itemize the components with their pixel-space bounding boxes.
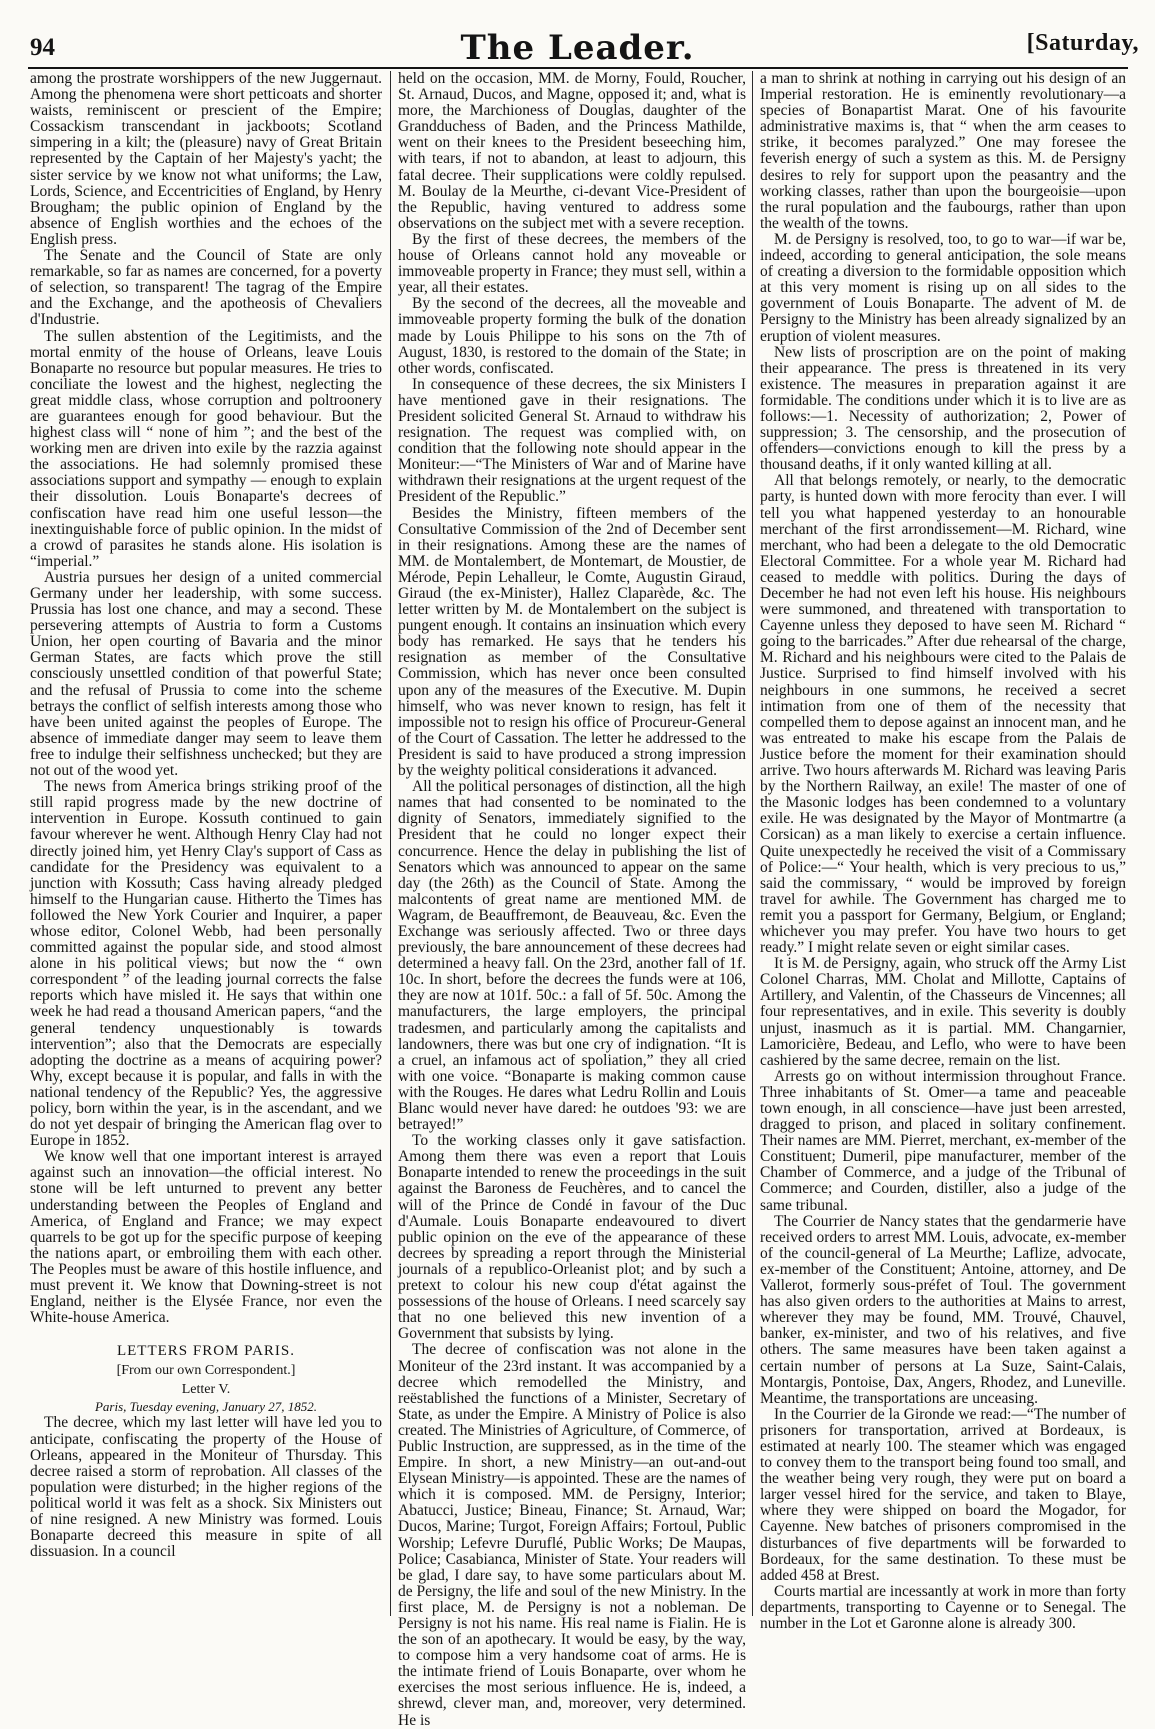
paragraph: In consequence of these decrees, the six Ministers I have mentioned gave in their resignations. The President solicited General St. Arnaud to withdraw his resignation. The request was complied with, on condition that the following note should appear in the Moniteur:—“The Ministers of War and of Marine have withdrawn their resignations at the urgent request of the President of the Republic.” — [398, 375, 746, 506]
paragraph: By the first of these decrees, the members of the house of Orleans cannot hold any moveable or immoveable property in France; they must sell, within a year, all their estates. — [398, 230, 746, 297]
page-number: 94 — [30, 34, 55, 61]
paragraph: By the second of the decrees, all the moveable and immoveable property forming the bulk of the donation made by Louis Philippe to his sons on the 7th of August, 1830, is restored to the domain of the State; in other words, confiscated. — [398, 295, 746, 377]
paragraph: The sullen abstention of the Legitimists, and the mortal enmity of the house of Orleans, leave Louis Bonaparte no resource but popular measures. He tries to conciliate the lowest and the highest, neglecting the great middle class, whose corruption and poltroonery are guarantees enough for good behaviour. But the highest class will “ none of him ”; and the best of the working men are driven into exile by the razzia against the associations. He had solemnly promised these associations support and sympathy — enough to explain their dissolution. Louis Bonaparte's decrees of confiscation have read him one useful lesson—the inextinguishable force of public opinion. In the midst of a crowd of parasites he stands alone. His isolation is “imperial.” — [30, 327, 382, 570]
column-middle — [398, 70, 746, 1729]
paragraph: In the Courrier de la Gironde we read:—“The number of prisoners for transportation, arrived at Bordeaux, is estimated at nearly 100. The steamer which was engaged to convey them to the transport being found too small, and the weather being very rough, they were put on board a larger vessel hired for the service, and taken to Blaye, where they were shipped on board the Mogador, for Cayenne. New batches of prisoners compromised in the disturbances of five departments will be forwarded to Bordeaux, for the same destination. To these must be added 458 at Brest. — [760, 1405, 1126, 1584]
paragraph: We know well that one important interest is arrayed against such an innovation—the official interest. No stone will be left unturned to prevent any better understanding between the Peoples of England and America, of England and France; we may expect quarrels to be got up for the specific purpose of keeping the nations apart, or embroiling them with each other. The Peoples must be aware of this hostile influence, and must prevent it. We know that Downing-street is not England, neither is the Elysée France, nor even the White-house America. — [30, 1148, 382, 1327]
letters-title: LETTERS FROM PARIS. — [116, 1343, 296, 1360]
paragraph: All that belongs remotely, or nearly, to the democratic party, is hunted down with more ferocity than ever. I will tell you what happened yesterday to an honourable merchant of the first arrondissement—M. Richard, wine merchant, who had been a delegate to the old Democratic Electoral Committee. For a whole year M. Richard had ceased to meddle with politics. During the days of December he had not even left his house. His neighbours were summoned, and threatened with transportation to Cayenne unless they deposed to have seen M. Richard “ going to the barricades.” After due rehearsal of the charge, M. Richard and his neighbours were cited to the Palais de Justice. Surprised to find himself involved with his neighbours in one summons, he received a secret intimation from one of them of the necessity that compelled them to depose against an innocent man, and he was entreated to make his escape from the Palais de Justice before the moment for their examination should arrive. Two hours afterwards M. Richard was leaving Paris by the Northern Railway, an exile! The master of one of the Masonic lodges has been condemned to a voluntary exile. He was designated by the Mayor of Montmartre (a Corsican) as a man likely to exercise a certain influence. Quite unexpectedly he received the visit of a Commissary of Police:—“ Your health, which is very precious to us,” said the commissary, “ would be improved by foreign travel for awhile. The Government has charged me to remit you a passport for Germany, Belgium, or England; whichever you may prefer. You have two hours to get ready.” I might relate seven or eight similar cases. — [760, 472, 1126, 957]
paragraph: a man to shrink at nothing in carrying out his design of an Imperial restoration. He is eminently revolutionary—a species of Bonapartist Marat. One of his favourite administrative maxims is, that “ when the arm ceases to strike, it becomes paralyzed.” One may foresee the feverish energy of such a system as this. M. de Persigny desires to rely for support upon the peasantry and the working classes, rather than upon the bourgeoisie—upon the rural population and the faubourgs, rather than upon the wealth of the towns. — [760, 70, 1126, 232]
paragraph: The Senate and the Council of State are only remarkable, so far as names are concerned, for a poverty of selection, so transparent! The tagrag of the Empire and the Exchange, and the apotheosis of Chevaliers d'Industrie. — [30, 247, 382, 329]
paragraph: The Courrier de Nancy states that the gendarmerie have received orders to arrest MM. Louis, advocate, ex-member of the council-general of La Meurthe; Laflize, advocate, ex-member of the Constituent; Antoine, attorney, and De Vallerot, formerly sous-préfet of Toul. The government has also given orders to the authorities at Mains to arrest, wherever they may be found, MM. Trouvé, Chauvel, banker, ex-minister, and two of his relatives, and five others. The same measures have been taken against a certain number of persons at La Suze, Saint-Calais, Montargis, Pontoise, Dax, Angers, Rhodez, and Luneville. Meantime, the transportations are unceasing. — [760, 1212, 1126, 1407]
header-rule — [28, 67, 1128, 69]
paragraph: It is M. de Persigny, again, who struck off the Army List Colonel Charras, MM. Cholat and Millotte, Captains of Artillery, and Valentin, of the Chasseurs de Vincennes; all four representatives, and in exile. This severity is doubly unjust, inasmuch as it is partial. MM. Changarnier, Lamoricière, Bedeau, and Leflo, who were to have been cashiered by the same decree, remain on the list. — [760, 955, 1126, 1069]
column-left — [30, 71, 382, 1611]
paragraph: All the political personages of distinction, all the high names that had consented to be nominated to the dignity of Senators, immediately signified to the President that he could no longer expect their concurrence. Hence the delay in publishing the list of Senators which was announced to appear on the same day (the 26th) as the Council of State. Among the malcontents of great name are mentioned MM. de Wagram, de Beauffremont, de Beauveau, &c. Even the Exchange was seriously affected. Two or three days previously, the bare announcement of these decrees had determined a heavy fall. On the 23rd, another fall of 1f. 10c. In short, before the decrees the funds were at 106, they are now at 101f. 50c.: a fall of 5f. 50c. Among the manufacturers, the large employers, the principal tradesmen, and particularly among the capitalists and landowners, there was but one cry of indignation. “It is a cruel, an infamous act of spoliation,” they all cried with one voice. “Bonaparte is making common cause with the Rouges. He dares what Ledru Rollin and Louis Blanc would never have dared: he outdoes '93: we are betrayed!” — [398, 778, 746, 1134]
paragraph: M. de Persigny is resolved, too, to go to war—if war be, indeed, according to general anticipation, the sole means of creating a diversion to the formidable opposition which at this very moment is rising up on all sides to the government of Louis Bonaparte. The advent of M. de Persigny to the Ministry has been already signalized by an eruption of violent measures. — [760, 230, 1126, 345]
paragraph: The decree of confiscation was not alone in the Moniteur of the 23rd instant. It was accompanied by a decree which remodelled the Ministry, and reëstablished the functions of a Minister, Secretary of State, as under the Empire. A Ministry of Police is also created. The Ministries of Agriculture, of Commerce, of Public Instruction, are suppressed, as in the time of the Empire. In short, a new Ministry—an out-and-out Elysean Ministry—is appointed. These are the names of which it is composed. MM. de Persigny, Interior; Abatucci, Justice; Bineau, Finance; St. Arnaud, War; Ducos, Marine; Turgot, Foreign Affairs; Fortoul, Public Worship; Lefevre Duruflé, Public Works; De Maupas, Police; Casabianca, Minister of State. Your readers will be glad, I dare say, to have some particulars about M. de Persigny, the life and soul of the new Ministry. In the first place, M. de Persigny is not a nobleman. De Persigny is not his name. His real name is Fialin. He is the son of an apothecary. It would be easy, by the way, to compose him a very handsome coat of arms. He is the intimate friend of Louis Bonaparte, over whom he exercises the most serious influence. He is, indeed, a shrewd, clever man, and, moreover, very determined. He is — [398, 1341, 746, 1729]
letters-subtitle: [From our own Correspondent.] — [116, 1363, 296, 1379]
column-right — [760, 70, 1126, 1632]
paragraph: New lists of proscription are on the point of making their appearance. The press is threatened in its very existence. The measures in preparation against it are formidable. The conditions under which it is to live are as follows:—1. Necessity of authorization; 2, Power of suppression; 3. The censorship, and the prosecution of offenders—convictions enough to kill the press by a thousand deaths, if it only wanted killing at all. — [760, 343, 1126, 474]
column-divider — [752, 71, 753, 1616]
page-header — [0, 0, 1155, 70]
letter-dateline: Paris, Tuesday evening, January 27, 1852. — [94, 1399, 318, 1415]
paragraph: held on the occasion, MM. de Morny, Fould, Roucher, St. Arnaud, Ducos, and Magne, opposed it; and, what is more, the Marchioness of Douglas, daughter of the Grandduchess of Baden, and the Princess Mathilde, went on their knees to the President beseeching him, with tears, if not to abandon, at least to adjourn, this fatal decree. Their supplications were coldly repulsed. M. Boulay de la Meurthe, ci-devant Vice-President of the Republic, having ventured to address some observations on the subject met with a severe reception. — [398, 70, 746, 232]
paragraph: The decree, which my last letter will have led you to anticipate, confiscating the property of the House of Orleans, appeared in the Moniteur of Thursday. This decree raised a storm of reprobation. All classes of the population were disturbed; in the higher regions of the political world it was felt as a shock. Six Ministers out of nine resigned. A new Ministry was formed. Louis Bonaparte decreed this measure in spite of all dissuasion. In a council — [30, 1414, 382, 1561]
paragraph: Arrests go on without intermission throughout France. Three inhabitants of St. Omer—a tame and peaceable town enough, in all conscience—have just been arrested, dragged to prison, and placed in solitary confinement. Their names are MM. Pierret, merchant, ex-member of the Constituent; Dumeril, pipe manufacturer, member of the Chamber of Commerce, and a judge of the Tribunal of Commerce; and Courden, distiller, also a judge of the same tribunal. — [760, 1067, 1126, 1214]
paragraph: To the working classes only it gave satisfaction. Among them there was even a report that Louis Bonaparte intended to renew the proceedings in the suit against the Baroness de Feuchères, and to cancel the will of the Prince de Condé in favour of the Duc d'Aumale. Louis Bonaparte endeavoured to divert public opinion on the eve of the appearance of these decrees by spreading a report through the Ministerial journals of a republico-Orleanist plot; and by such a pretext to colour his new coup d'état against the possessions of the house of Orleans. I need scarcely say that no one believed this new invention of a Government that subsists by lying. — [398, 1132, 746, 1343]
paragraph: Besides the Ministry, fifteen members of the Consultative Commission of the 2nd of December sent in their resignations. Among these are the names of MM. de Montalembert, de Montemart, de Moustier, de Mérode, Pepin Lehalleur, le Comte, Augustin Giraud, Giraud (the ex-Minister), Hallez Claparède, &c. The letter written by M. de Montalembert on the subject is pungent enough. It contains an insinuation which every body has remarked. He says that he tenders his resignation as member of the Consultative Commission, which has never once been consulted upon any of the measures of the Executive. M. Dupin himself, who was never known to resign, has felt it impossible not to resign his office of Procureur-General of the Court of Cassation. The letter he addressed to the President is said to have produced a strong impression by the weighty political considerations it advanced. — [398, 504, 746, 780]
paragraph: Austria pursues her design of a united commercial Germany under her leadership, with some success. Prussia has lost one chance, and may a second. These persevering attempts of Austria to form a Customs Union, her open courting of Bavaria and the minor German States, are facts which prove the still consciously unsettled condition of that powerful State; and the refusal of Prussia to come into the scheme betrays the conflict of selfish interests among those who have been united against the peoples of Europe. The absence of immediate danger may seem to leave them free to indulge their selfishness unchecked; but they are not out of the wood yet. — [30, 568, 382, 780]
paragraph: Courts martial are incessantly at work in more than forty departments, transporting to Cayenne or to Senegal. The number in the Lot et Garonne alone is already 300. — [760, 1582, 1126, 1632]
paragraph: among the prostrate worshippers of the new Juggernaut. Among the phenomena were short petticoats and shorter waists, reminiscent or prescient of the Empire; Cossackism transcendant in jackboots; Scotland simpering in a kilt; the (pleasure) navy of Great Britain represented by the Captain of her Majesty's yacht; the sister service by we know not what uniforms; the Law, Lords, Science, and Eccentricities of England, by Henry Brougham; the public opinion of England by the absence of English worthies and the echoes of the English press. — [30, 70, 382, 248]
column-divider — [390, 71, 391, 1616]
masthead-title: The Leader. — [460, 28, 695, 68]
letter-number: Letter V. — [181, 1382, 231, 1398]
paragraph: The news from America brings striking proof of the still rapid progress made by the new doctrine of intervention in Europe. Kossuth continued to gain favour wherever he went. Although Henry Clay had not directly joined him, yet Henry Clay's support of Cass as candidate for the Presidency was equivalent to a junction with Kossuth; Cass having already pledged himself to the Hungarian cause. Hitherto the Times has followed the New York Courier and Inquirer, a paper whose editor, Colonel Webb, had been personally committed against the popular side, and stood almost alone in his political views; but now the “ own correspondent ” of the leading journal corrects the false reports which have misled it. He says that within one week he had read a thousand American papers, “and the general tendency unquestionably is towards intervention”; also that the Democrats are especially adopting the doctrine as a means of acquiring power? Why, except because it is popular, and falls in with the national tendency of the Republic? Yes, the aggressive policy, born within the year, is in the ascendant, and we do not yet despair of bringing the American flag over to Europe in 1852. — [30, 778, 382, 1150]
letters-heading — [30, 1342, 382, 1399]
issue-day: [Saturday, — [1026, 30, 1139, 56]
